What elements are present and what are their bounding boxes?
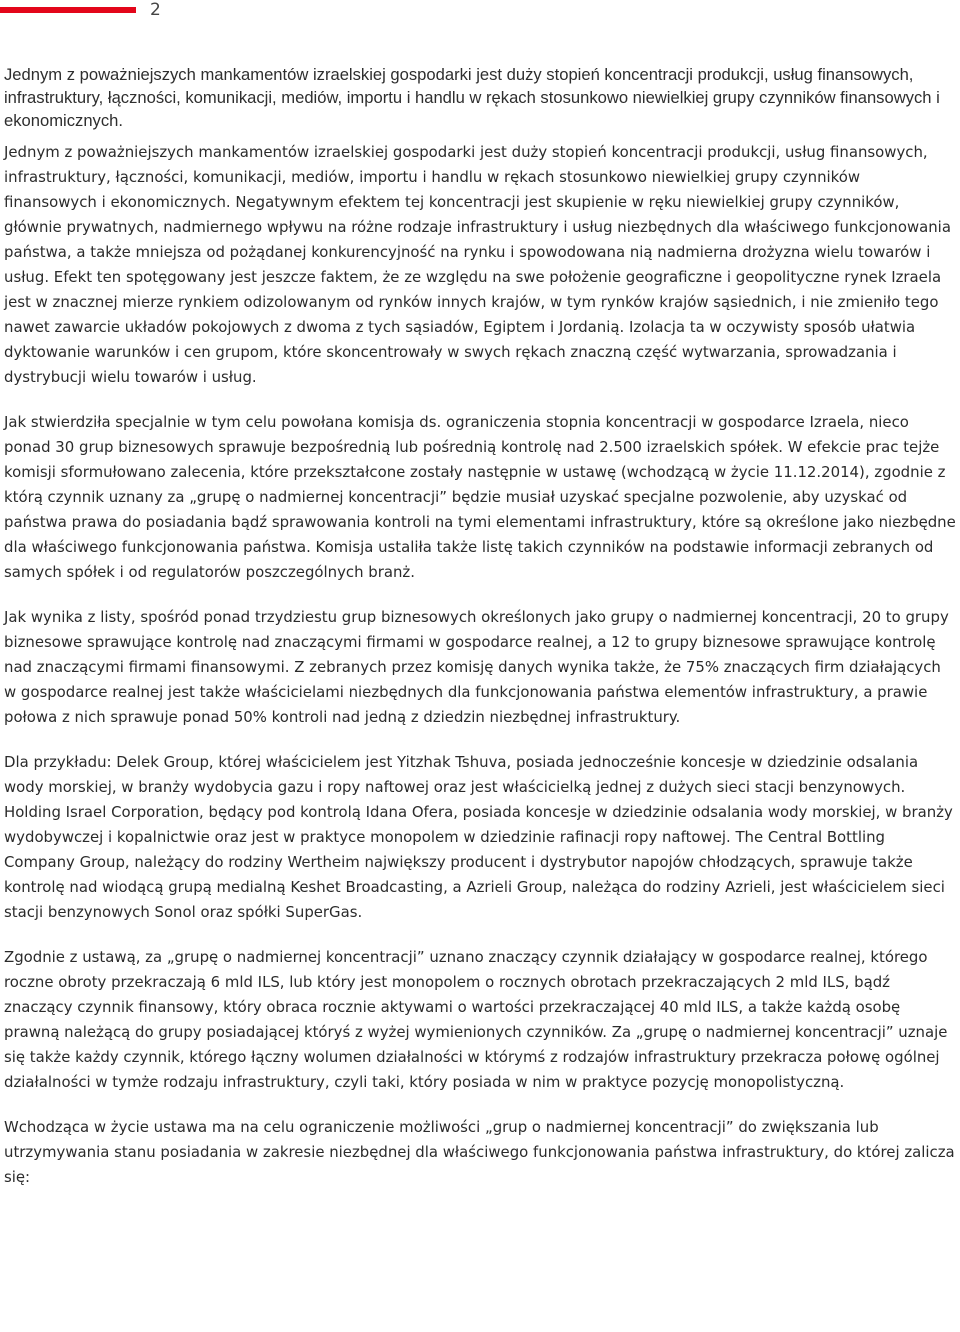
lead-paragraph: Jednym z poważniejszych mankamentów izraelskiej gospodarki jest duży stopień koncentracji produkcji, usług finansowych, infrastruktury, łączności, komunikacji, mediów, importu i handlu w rękach stosunkowo niewielkiej grupy czynników finansowych i ekonomicznych. <box>4 65 940 130</box>
paragraph-3: Jak wynika z listy, spośród ponad trzydziestu grup biznesowych określonych jako grupy o nadmiernej koncentracji, 20 to grupy biznesowe sprawujące kontrolę nad znaczącymi firmami w gospodarce realnej, a 12 to grupy biznesowe sprawujące kontrolę nad znaczącymi firmami finansowymi. Z zebranych przez komisję danych wynika także, że 75% znaczących firm działających w gospodarce realnej jest także właścicielami niezbędnych dla funkcjonowania państwa elementów infrastruktury, a prawie połowa z nich sprawuje ponad 50% kontroli nad jedną z dziedzin niezbędnej infrastruktury. <box>4 608 949 726</box>
page-header <box>0 0 960 24</box>
document-body <box>4 63 956 1190</box>
paragraph-6: Wchodząca w życie ustawa ma na celu ograniczenie możliwości „grup o nadmiernej koncentracji” do zwiększania lub utrzymywania stanu posiadania w zakresie niezbędnej dla właściwego funkcjonowania państwa infrastruktury, do której zalicza się: <box>4 1118 955 1186</box>
page-number: 2 <box>150 0 161 20</box>
paragraph-1: Jednym z poważniejszych mankamentów izraelskiej gospodarki jest duży stopień koncentracji produkcji, usług finansowych, infrastruktury, łączności, komunikacji, mediów, importu i handlu w rękach stosunkowo niewielkiej grupy czynników finansowych i ekonomicznych. Negatywnym efektem tej koncentracji jest skupienie w ręku niewielkiej grupy czynników, głównie prywatnych, nadmiernego wpływu na różne rodzaje infrastruktury i usług niezbędnych dla właściwego funkcjonowania państwa, a także mniejsza od pożądanej konkurencyjność na rynku i spowodowana nią nadmierna drożyzna wielu towarów i usług. Efekt ten spotęgowany jest jeszcze faktem, że ze względu na swe położenie geograficzne i geopolityczne rynek Izraela jest w znacznej mierze rynkiem odizolowanym od rynków innych krajów, w tym rynków krajów sąsiednich, i nie zmieniło tego nawet zawarcie układów pokojowych z dwoma z tych sąsiadów, Egiptem i Jordanią. Izolacja ta w oczywisty sposób ułatwia dyktowanie warunków i cen grupom, które skoncentrowały w swych rękach znaczną część wytwarzania, sprowadzania i dystrybucji wielu towarów i usług. <box>4 143 951 386</box>
paragraph-4: Dla przykładu: Delek Group, której właścicielem jest Yitzhak Tshuva, posiada jednocześnie koncesje w dziedzinie odsalania wody morskiej, w branży wydobycia gazu i ropy naftowej oraz jest właścicielką jednej z dużych sieci stacji benzynowych. Holding Israel Corporation, będący pod kontrolą Idana Ofera, posiada koncesje w dziedzinie odsalania wody morskiej, w branży wydobywczej i kopalnictwie oraz jest w praktyce monopolem w dziedzinie rafinacji ropy naftowej. The Central Bottling Company Group, należący do rodziny Wertheim największy producent i dystrybutor napojów chłodzących, sprawuje także kontrolę nad wiodącą grupą medialną Keshet Broadcasting, a Azrieli Group, należąca do rodziny Azrieli, jest właścicielem sieci stacji benzynowych Sonol oraz spółki SuperGas. <box>4 753 953 921</box>
paragraph-2: Jak stwierdziła specjalnie w tym celu powołana komisja ds. ograniczenia stopnia koncentracji w gospodarce Izraela, nieco ponad 30 grup biznesowych sprawuje bezpośrednią lub pośrednią kontrolę nad 2.500 izraelskich spółek. W efekcie prac tejże komisji sformułowano zalecenia, które przekształcone zostały następnie w ustawę (wchodzącą w życie 11.12.2014), zgodnie z którą czynnik uznany za „grupę o nadmiernej koncentracji” będzie musiał uzyskać specjalne pozwolenie, aby uzyskać od państwa prawa do posiadania bądź sprawowania kontroli na tymi elementami infrastruktury, które są określone jako niezbędne dla właściwego funkcjonowania państwa. Komisja ustaliła także listę takich czynników na podstawie informacji zebranych od samych spółek i od regulatorów poszczególnych branż. <box>4 413 956 581</box>
header-accent-bar <box>0 7 136 13</box>
paragraph-5: Zgodnie z ustawą, za „grupę o nadmiernej koncentracji” uznano znaczący czynnik działający w gospodarce realnej, którego roczne obroty przekraczają 6 mld ILS, lub który jest monopolem o rocznych obrotach przekraczających 2 mld ILS, bądź znaczący czynnik finansowy, który obraca rocznie aktywami o wartości przekraczającej 40 mld ILS, a także każdą osobę prawną należącą do grupy posiadającej któryś z wyżej wymienionych czynników. Za „grupę o nadmiernej koncentracji” uznaje się także każdy czynnik, którego łączny wolumen działalności w którymś z rodzajów infrastruktury przekracza połowę ogólnej działalności w tymże rodzaju infrastruktury, czyli taki, który posiada w nim w praktyce pozycję monopolistyczną. <box>4 948 948 1091</box>
